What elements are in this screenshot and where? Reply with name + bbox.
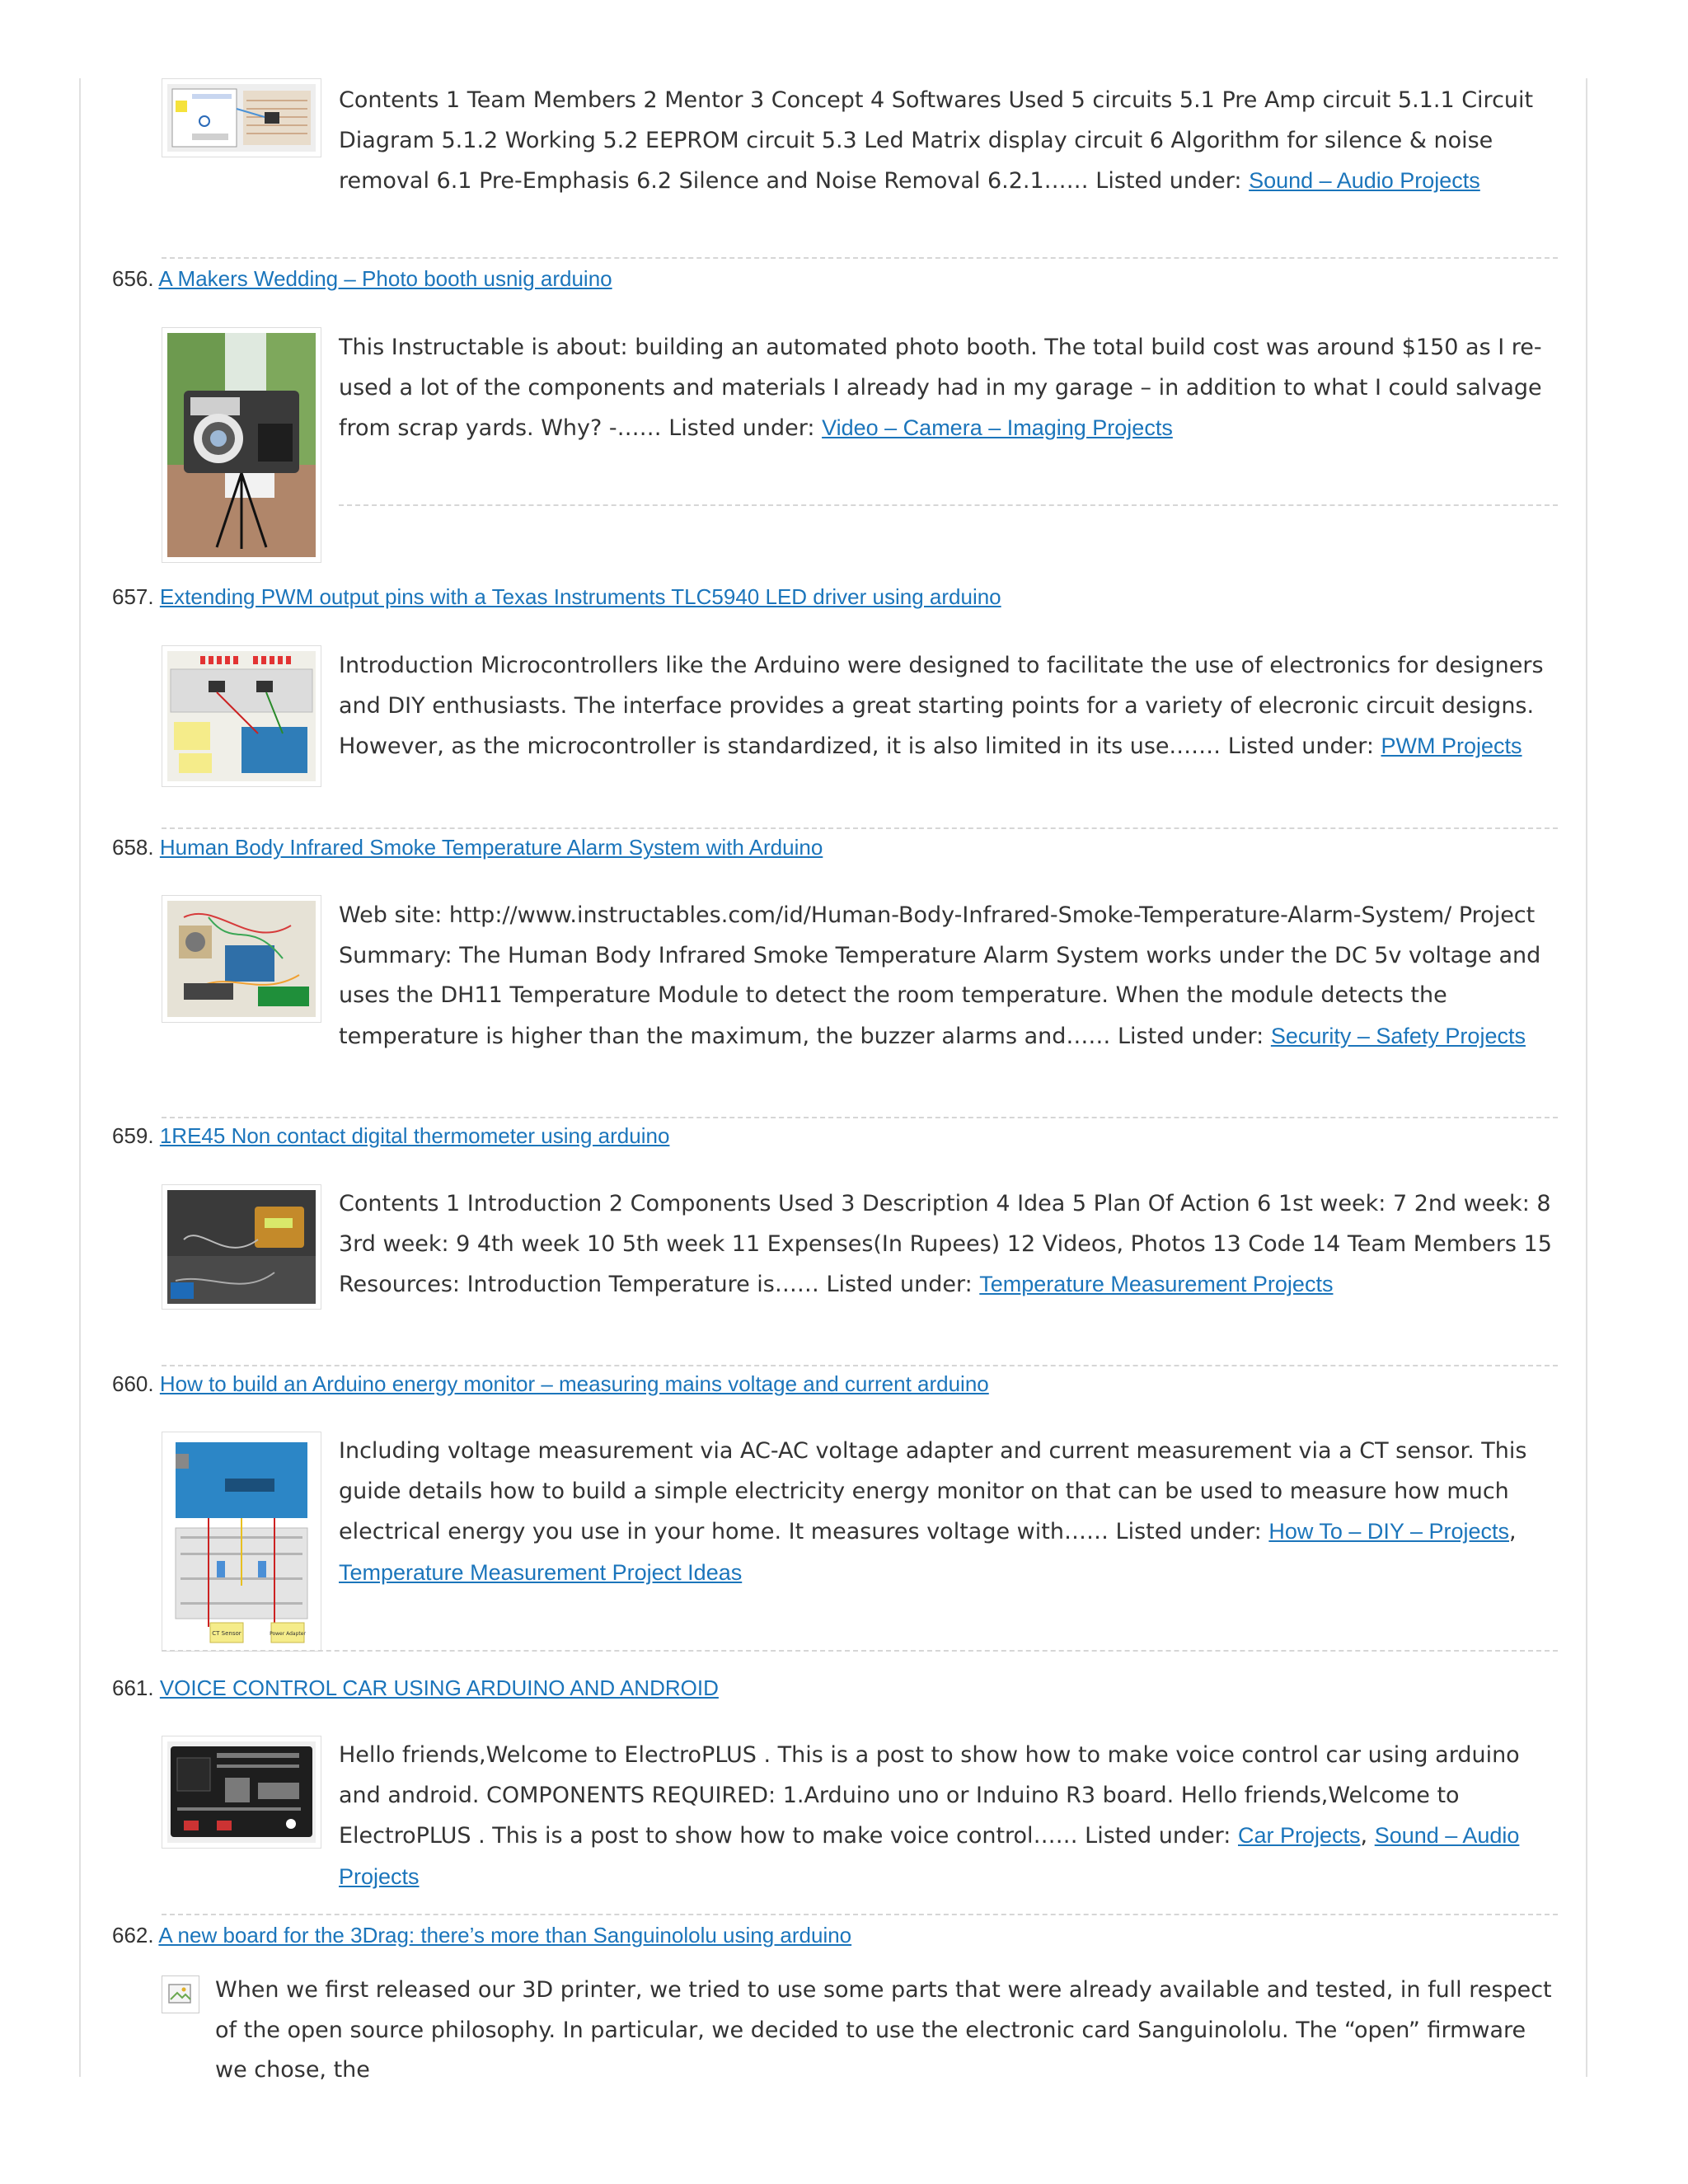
description-text: Including voltage measurement via AC-AC voltage adapter and current measurement via a CT sensor. This guide details how to build a simple electricity energy monitor on that can be used to measure how much electrical energy you use in your home. It measures voltage with…… — [339, 1438, 1527, 1544]
item-number: 657. — [112, 584, 154, 609]
description-text: When we first released our 3D printer, we tried to use some parts that were already available and tested, in full respect of the open source philosophy. In particular, we decided to use the electronic card Sanguinololu. The “open” firmware we chose, the — [215, 1977, 1552, 2083]
list-item-657 — [112, 583, 1001, 610]
listed-under-label: Listed under: — [1118, 1023, 1264, 1049]
energy-monitor-breadboard-image — [167, 1437, 316, 1646]
item-number: 659. — [112, 1123, 154, 1148]
description-text: Introduction Microcontrollers like the Arduino were designed to facilitate the use of electronics for designers and DIY enthusiasts. The interface provides a great starting points for a variety of elecronic circuit designs. However, as the microcontroller is standardized, it is also limited in its use.…… — [339, 653, 1544, 759]
listed-under-label: Listed under: — [1227, 733, 1374, 759]
item-separator — [162, 1650, 1558, 1652]
project-description — [215, 1971, 1559, 2091]
item-separator — [339, 504, 1558, 506]
category-link[interactable]: PWM Projects — [1381, 733, 1522, 758]
description-text: Contents 1 Team Members 2 Mentor 3 Concept 4 Softwares Used 5 circuits 5.1 Pre Amp circuit 5.1.1 Circuit Diagram 5.1.2 Working 5.2 EEPROM circuit 5.3 Led Matrix display circuit 6 Algorithm for silence & noise removal 6.1 Pre-Emphasis 6.2 Silence and Noise Removal 6.2.1…… — [339, 87, 1534, 194]
description-text: Web site: http://www.instructables.com/id/Human-Body-Infrared-Smoke-Temperature-Alarm-System/ Project Summary: The Human Body Infrared Smoke Temperature Alarm System works under the DC 5v voltage and uses the DH11 Temperature Module to detect the room temperature. When the module detects the temperature is higher than the maximum, the buzzer alarms and…… — [339, 902, 1541, 1049]
item-number: 662. — [112, 1923, 154, 1947]
list-item-662 — [112, 1922, 851, 1948]
category-link[interactable]: Temperature Measurement Projects — [979, 1272, 1334, 1296]
item-number: 660. — [112, 1371, 154, 1396]
thumbnail-text: CT Sensor — [212, 1630, 241, 1637]
project-title-link[interactable]: A new board for the 3Drag: there’s more than Sanguinololu using arduino — [158, 1923, 852, 1947]
description-text: This Instructable is about: building an automated photo booth. The total build cost was around $150 as I re-used a lot of the components and materials I already had in my garage – in addition to what I could salvage from scrap yards. Why? -…… — [339, 335, 1542, 441]
item-separator — [162, 1117, 1558, 1118]
photo-booth-image — [167, 333, 316, 557]
project-thumbnail[interactable] — [162, 645, 321, 787]
project-title-link[interactable]: VOICE CONTROL CAR USING ARDUINO AND ANDROID — [159, 1675, 719, 1700]
project-title-link[interactable]: How to build an Arduino energy monitor – measuring mains voltage and current arduino — [159, 1371, 989, 1396]
project-thumbnail[interactable] — [162, 1432, 321, 1652]
project-title-link[interactable]: A Makers Wedding – Photo booth usnig arduino — [158, 266, 612, 291]
category-link[interactable]: Sound – Audio Projects — [339, 1823, 1520, 1889]
right-frame-border — [1586, 78, 1587, 2077]
listed-under-label: Listed under: — [1095, 168, 1242, 194]
item-separator — [162, 1365, 1558, 1366]
description-text: Hello friends,Welcome to ElectroPLUS . This is a post to show how to make voice control car using arduino and android. COMPONENTS REQUIRED: 1.Arduino uno or Induino R3 board. Hello friends,Welcome to ElectroPLUS . This is a post to show how to make voice control…… — [339, 1742, 1520, 1849]
category-link[interactable]: Sound – Audio Projects — [1249, 168, 1480, 193]
project-thumbnail[interactable] — [162, 895, 321, 1023]
project-description — [339, 81, 1559, 202]
list-item-658 — [112, 834, 823, 860]
project-title-link[interactable]: 1RE45 Non contact digital thermometer using arduino — [159, 1123, 670, 1148]
project-title-link[interactable]: Human Body Infrared Smoke Temperature Alarm System with Arduino — [159, 835, 823, 860]
list-item-660 — [112, 1371, 989, 1397]
project-description: Hello friends,Welcome to ElectroPLUS . This is a post to show how to make voice control car using arduino and android. COMPONENTS REQUIRED: 1.Arduino uno or Induino R3 board. Hello friends,Welcome to ElectroPLUS . This is a post to show how to make voice control…… Listed under: Car Projects, Sound – Audio Projects — [339, 1742, 1520, 1889]
broken-image-icon[interactable] — [162, 1975, 199, 2013]
listed-under-label: Listed under: — [1085, 1823, 1231, 1849]
item-separator — [162, 827, 1558, 829]
item-number: 658. — [112, 835, 154, 860]
project-title-link[interactable]: Extending PWM output pins with a Texas Instruments TLC5940 LED driver using arduino — [159, 584, 1001, 609]
voice-control-board-image — [167, 1741, 316, 1843]
project-thumbnail[interactable] — [162, 327, 321, 563]
category-link[interactable]: Temperature Measurement Project Ideas — [339, 1559, 743, 1585]
project-description — [339, 646, 1559, 767]
project-description — [339, 328, 1559, 449]
smoke-alarm-circuit-image — [167, 901, 316, 1017]
category-link[interactable]: Security – Safety Projects — [1270, 1023, 1526, 1048]
thumbnail-text: Power Adapter — [270, 1631, 306, 1637]
item-separator — [162, 257, 1558, 259]
category-link[interactable]: Car Projects — [1238, 1823, 1361, 1848]
list-item-661 — [112, 1675, 719, 1701]
category-link[interactable]: How To – DIY – Projects — [1268, 1519, 1510, 1544]
listed-under-label: Listed under: — [826, 1272, 973, 1297]
list-item-659 — [112, 1122, 669, 1149]
listed-under-label: Listed under: — [668, 415, 815, 441]
category-link[interactable]: Video – Camera – Imaging Projects — [822, 415, 1173, 440]
circuit-diagram-image — [167, 84, 316, 152]
project-description: Including voltage measurement via AC-AC voltage adapter and current measurement via a CT sensor. This guide details how to build a simple electricity energy monitor on that can be used to measure how much electrical energy you use in your home. It measures voltage with…… Listed under: How To – DIY – Projects, Temperature Measurement Project Ideas — [339, 1438, 1527, 1585]
project-thumbnail[interactable] — [162, 1736, 321, 1849]
description-text: Contents 1 Introduction 2 Components Used 3 Description 4 Idea 5 Plan Of Action 6 1st week: 7 2nd week: 8 3rd week: 9 4th week 10 5th week 11 Expenses(In Rupees) 12 Videos, Photos 13 Code 14 Team Members 15 Resources: Introduction Temperature is…… — [339, 1191, 1552, 1297]
item-number: 656. — [112, 266, 154, 291]
project-description — [339, 1184, 1559, 1305]
left-frame-border — [79, 78, 81, 2077]
item-number: 661. — [112, 1675, 154, 1700]
project-description — [339, 896, 1559, 1057]
item-separator — [162, 1914, 1558, 1915]
listed-under-label: Listed under: — [1115, 1519, 1262, 1544]
thermometer-device-image — [167, 1190, 316, 1304]
project-thumbnail[interactable] — [162, 78, 321, 157]
led-driver-breadboard-image — [167, 651, 316, 781]
list-item-656 — [112, 265, 612, 292]
project-thumbnail[interactable] — [162, 1184, 321, 1310]
